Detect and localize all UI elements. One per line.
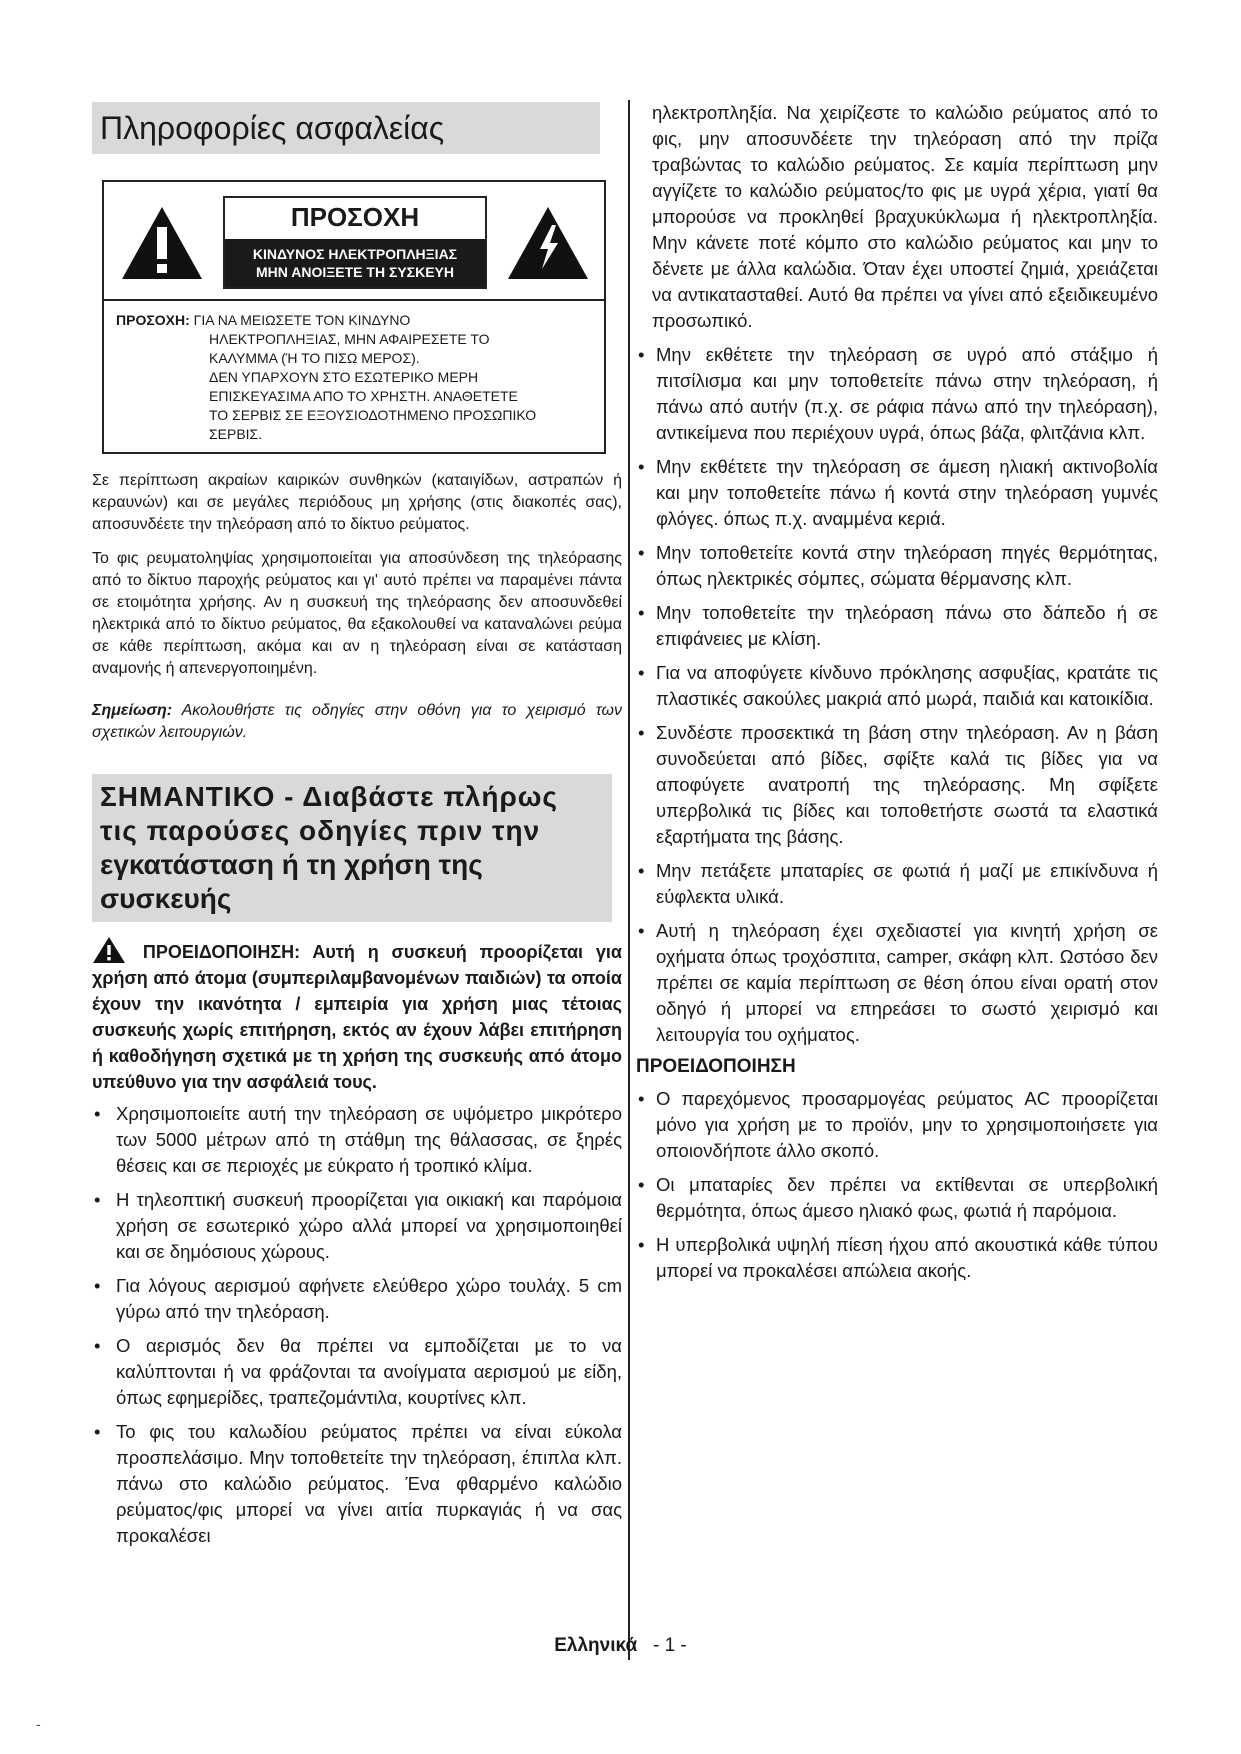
column-divider — [628, 100, 630, 1660]
page-number: - 1 - — [652, 1635, 687, 1656]
list-item: • Μην τοποθετείτε την τηλεόραση πάνω στο δάπεδο ή σε επιφάνειες με κλίση. — [636, 600, 1158, 652]
caution-text-line-3: ΚΑΛΥΜΜΑ (Ή ΤΟ ΠΙΣΩ ΜΕΡΟΣ). — [209, 350, 420, 366]
lightning-triangle-icon — [506, 205, 590, 281]
list-item: • Ο αερισμός δεν θα πρέπει να εμποδίζεται με το να καλύπτονται ή να φράζονται τα ανοίγματα αερισμού με είδη, όπως εφημερίδες, τραπεζομάντιλα, κουρτίνες κλπ. — [92, 1333, 622, 1411]
left-column — [92, 102, 622, 1557]
danger-line-2: ΜΗΝ ΑΝΟΙΞΕΤΕ ΤΗ ΣΥΣΚΕΥΗ — [256, 264, 454, 280]
list-item: • Συνδέστε προσεκτικά τη βάση στην τηλεόραση. Αν η βάση συνοδεύεται από βίδες, σφίξτε καλά τις βίδες για να αποφύγετε ανατροπή της τηλεόρασης. Μη σφίξετε υπερβολικά τις βίδες και τοποθετήστε σωστά τα ελαστικά εξαρτήματα της βάσης. — [636, 720, 1158, 850]
caution-title: ΠΡΟΣΟΧΗ — [290, 202, 420, 232]
caution-header — [104, 182, 604, 301]
mains-plug-paragraph: Το φις ρευματοληψίας χρησιμοποιείται για αποσύνδεση της τηλεόρασης από το δίκτυο παροχής ρεύματος και γι' αυτό πρέπει να παραμένει πάντα σε ετοιμότητα χρήσης. Αν η συσκευή της τηλεόρασης δεν αποσυνδεθεί ηλεκτρικά από το δίκτυο ρεύματος, θα εξακολουθεί να καταναλώνει ρεύμα σε κάθε περίπτωση, ακόμα και αν η τηλεόραση είναι σε κατάσταση αναμονής ή απενεργοποιημένη. — [92, 550, 622, 677]
right-column — [636, 100, 1158, 1292]
list-item: • Για λόγους αερισμού αφήνετε ελεύθερο χώρο τουλάχ. 5 cm γύρω από την τηλεόραση. — [92, 1273, 622, 1325]
corner-mark: - — [36, 1716, 41, 1732]
note-paragraph — [92, 700, 622, 744]
caution-text-line-4: ΔΕΝ ΥΠΑΡΧΟΥΝ ΣΤΟ ΕΣΩΤΕΡΙΚΟ ΜΕΡΗ — [209, 369, 479, 385]
warning-triangle-icon — [92, 936, 126, 964]
list-item: • Χρησιμοποιείτε αυτή την τηλεόραση σε υψόμετρο μικρότερο των 5000 μέτρων από τη στάθμη της θάλασσας, σε ξηρές θέσεις και σε περιοχές με εύκρατο ή τροπικό κλίμα. — [92, 1101, 622, 1179]
caution-text-line-5: ΕΠΙΣΚΕΥΑΣΙΜΑ ΑΠΟ ΤΟ ΧΡΗΣΤΗ. ΑΝΑΘΕΤΕΤΕ — [209, 388, 518, 404]
important-line-3: εγκατάσταση ή τη χρήση της συσκευής — [100, 849, 483, 914]
footer-language: Ελληνικά — [554, 1635, 638, 1656]
danger-line-1: ΚΙΝΔΥΝΟΣ ΗΛΕΚΤΡΟΠΛΗΞΙΑΣ — [252, 246, 458, 262]
warning-bullet-list — [636, 1086, 1158, 1284]
caution-text-line-1: ΓΙΑ ΝΑ ΜΕΙΩΣΕΤΕ ΤΟΝ ΚΙΝΔΥΝΟ — [193, 312, 411, 328]
page-footer — [0, 1635, 1241, 1657]
list-item: • Μην πετάξετε μπαταρίες σε φωτιά ή μαζί με επικίνδυνα ή εύφλεκτα υλικά. — [636, 858, 1158, 910]
right-bullet-list — [636, 342, 1158, 1048]
caution-text-line-7: ΣΕΡΒΙΣ. — [209, 426, 263, 442]
important-heading — [92, 774, 612, 922]
note-text: Ακολουθήστε τις οδηγίες στην οθόνη για το χειρισμό των σχετικών λειτουργιών. — [92, 702, 623, 741]
caution-text-line-2: ΗΛΕΚΤΡΟΠΛΗΞΙΑΣ, ΜΗΝ ΑΦΑΙΡΕΣΕΤΕ ΤΟ — [209, 331, 490, 347]
storm-paragraph: Σε περίπτωση ακραίων καιρικών συνθηκών (καταιγίδων, αστραπών ή κεραυνών) και σε μεγάλες περιόδους μη χρήσης (στις διακοπές σας), αποσυνδέετε την τηλεόραση από το δίκτυο ρεύματος. — [92, 472, 622, 533]
list-item: • Αυτή η τηλεόραση έχει σχεδιαστεί για κινητή χρήση σε οχήματα όπως τροχόσπιτα, camper, σκάφη κλπ. Ωστόσο δεν πρέπει σε καμία περίπτωση σε θέση όπου είναι ορατή στον οδηγό ή μπορεί να επηρεάσει το σωστό χειρισμό και λειτουργία του οχήματος. — [636, 918, 1158, 1048]
list-item: • Μην εκθέτετε την τηλεόραση σε υγρό από στάξιμο ή πιτσίλισμα και μην τοποθετείτε πάνω στην τηλεόραση, ή πάνω από αυτήν (π.χ. σε ράφια πάνω από την τηλεόραση), αντικείμενα που περιέχουν υγρά, όπως βάζα, φλιτζάνια κλπ. — [636, 342, 1158, 446]
list-item: • Για να αποφύγετε κίνδυνο πρόκλησης ασφυξίας, κρατάτε τις πλαστικές σακούλες μακριά από μωρά, παιδιά και κατοικίδια. — [636, 660, 1158, 712]
caution-box — [102, 180, 606, 454]
caution-label-block — [223, 196, 487, 289]
caution-text-lead: ΠΡΟΣΟΧΗ: — [116, 312, 190, 328]
note-label: Σημείωση: — [92, 702, 173, 719]
prewarning-text: ΠΡΟΕΙΔΟΠΟΙΗΣΗ: Αυτή η συσκευή προορίζεται για χρήση από άτομα (συμπεριλαμβανομένων παιδιών) τα οποία έχουν την ικανότητα / εμπειρία για χρήση μιας τέτοιας συσκευής χωρίς επιτήρηση, εκτός αν έχουν λάβει επιτήρηση ή καθοδήγηση σχετικά με τη χρήση της συσκευής από άτομο υπεύθυνο για την ασφάλειά τους. — [92, 942, 622, 1092]
page-title: Πληροφορίες ασφαλείας — [92, 102, 600, 154]
danger-band — [225, 239, 485, 287]
list-item: • Η τηλεοπτική συσκευή προορίζεται για οικιακή και παρόμοια χρήση σε εσωτερικό χώρο αλλά μπορεί να χρησιμοποιηθεί και σε δημόσιους χώρους. — [92, 1187, 622, 1265]
caution-text — [104, 301, 604, 452]
continuation-paragraph: ηλεκτροπληξία. Να χειρίζεστε το καλώδιο ρεύματος από το φις, μην αποσυνδέετε την τηλεόραση από την πρίζα τραβώντας το καλώδιο ρεύματος. Σε καμία περίπτωση μην αγγίζετε το καλώδιο ρεύματος/το φις με υγρά χέρια, γιατί θα μπορούσε να προκληθεί βραχυκύκλωμα ή ηλεκτροπληξία. Μην κάνετε ποτέ κόμπο στο καλώδιο ρεύματος και μην το δένετε με άλλα καλώδια. Όταν έχει υποστεί ζημιά, χρειάζεται να αντικατασταθεί. Αυτό θα πρέπει να γίνει από εξειδικευμένο προσωπικό. — [652, 102, 1158, 331]
important-line-2: τις παρούσες οδηγίες πριν την — [100, 815, 541, 846]
list-item: • Μην τοποθετείτε κοντά στην τηλεόραση πηγές θερμότητας, όπως ηλεκτρικές σόμπες, σώματα θέρμανσης κλπ. — [636, 540, 1158, 592]
list-item: • Η υπερβολικά υψηλή πίεση ήχου από ακουστικά κάθε τύπου μπορεί να προκαλέσει απώλεια ακοής. — [636, 1232, 1158, 1284]
caution-text-line-6: ΤΟ ΣΕΡΒΙΣ ΣΕ ΕΞΟΥΣΙΟΔΟΤΗΜΕΝΟ ΠΡΟΣΩΠΙΚΟ — [209, 407, 537, 423]
left-bullet-list — [92, 1101, 622, 1549]
list-item: • Μην εκθέτετε την τηλεόραση σε άμεση ηλιακή ακτινοβολία και μην τοποθετείτε πάνω ή κοντά στην τηλεόραση γυμνές φλόγες. όπως π.χ. αναμμένα κεριά. — [636, 454, 1158, 532]
important-line-1: ΣΗΜΑΝΤΙΚΟ - Διαβάστε πλήρως — [100, 781, 558, 812]
list-item: • Ο παρεχόμενος προσαρμογέας ρεύματος AC προορίζεται μόνο για χρήση με το προϊόν, μην το χρησιμοποιήσετε για οποιονδήποτε άλλο σκοπό. — [636, 1086, 1158, 1164]
warning-heading: ΠΡΟΕΙΔΟΠΟΙΗΣΗ — [636, 1056, 796, 1077]
list-item: • Το φις του καλωδίου ρεύματος πρέπει να είναι εύκολα προσπελάσιμο. Μην τοποθετείτε την τηλεόραση, έπιπλα κλπ. πάνω στο καλώδιο ρεύματος. Ένα φθαρμένο καλώδιο ρεύματος/φις μπορεί να γίνει αιτία πυρκαγιάς ή να σας προκαλέσει — [92, 1419, 622, 1549]
prewarning-block — [92, 936, 622, 1095]
exclamation-triangle-icon — [120, 205, 204, 281]
list-item: • Οι μπαταρίες δεν πρέπει να εκτίθενται σε υπερβολική θερμότητα, όπως άμεσο ηλιακό φως, φωτιά ή παρόμοια. — [636, 1172, 1158, 1224]
